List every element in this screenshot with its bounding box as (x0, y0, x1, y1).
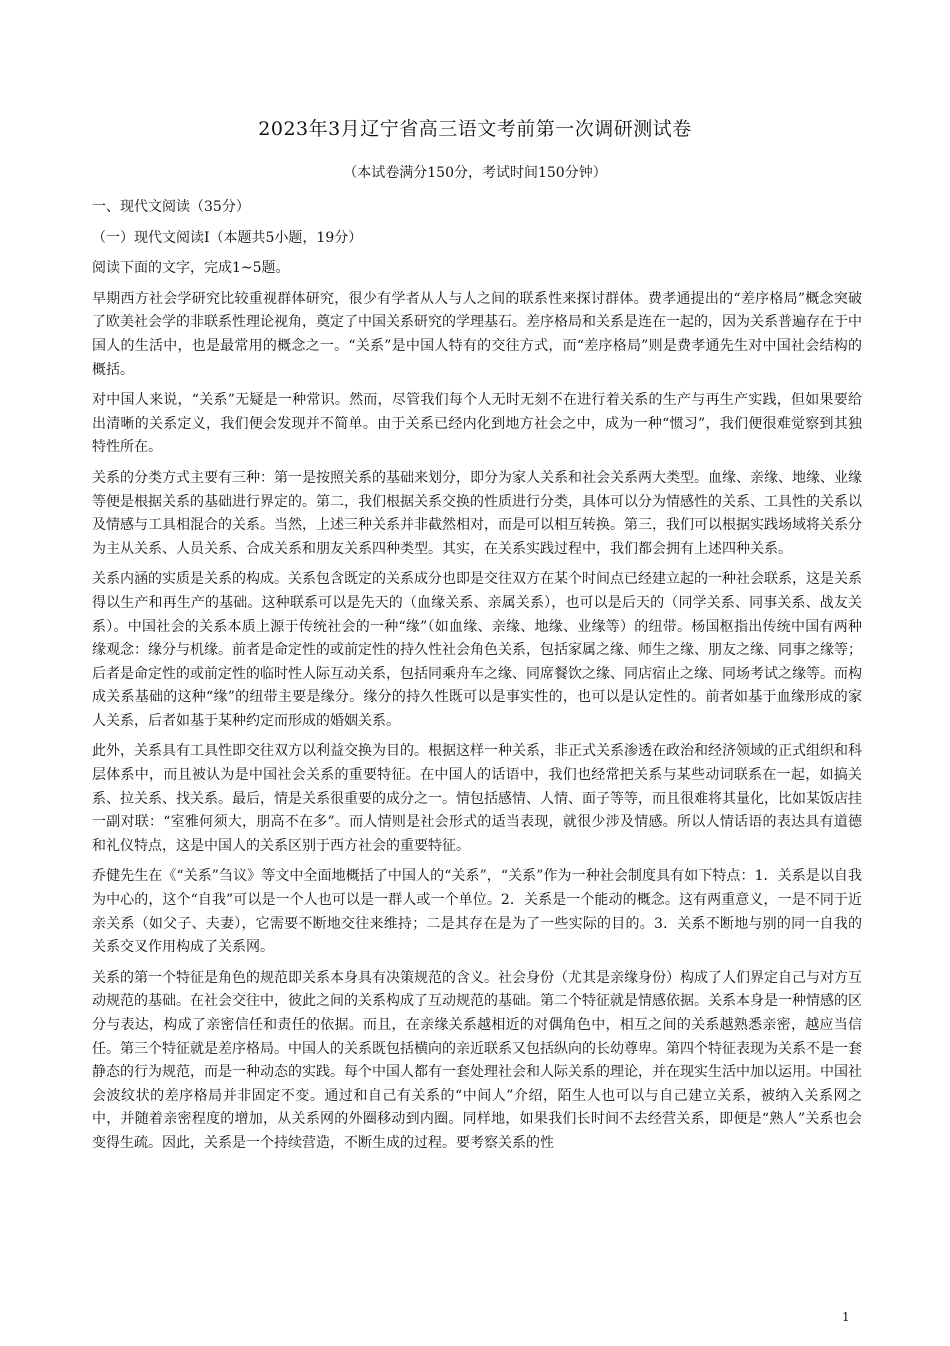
paragraph: 对中国人来说，“关系”无疑是一种常识。然而，尽管我们每个人无时无刻不在进行着关系的生产与再生产实践，但如果要给出清晰的关系定义，我们便会发现并不简单。由于关系已经内化到地方社会之中，成为一种“惯习”，我们便很难觉察到其独特性所在。 (92, 392, 862, 456)
exam-title: 2023年3月辽宁省高三语文考前第一次调研测试卷 (258, 118, 692, 140)
exam-subtitle: （本试卷满分150分，考试时间150分钟） (343, 165, 607, 181)
paragraph: 早期西方社会学研究比较重视群体研究，很少有学者从人与人之间的联系性来探讨群体。费孝通提出的“差序格局”概念突破了欧美社会学的非联系性理论视角，奠定了中国关系研究的学理基石。差序格局和关系是连在一起的，因为关系普遍存在于中国人的生活中，也是最常用的概念之一。“关系”是中国人特有的交往方式，而“差序格局”则是费孝通先生对中国社会结构的概括。 (92, 290, 862, 378)
paragraph: 关系的分类方式主要有三种：第一是按照关系的基础来划分，即分为家人关系和社会关系两大类型。血缘、亲缘、地缘、业缘等便是根据关系的基础进行界定的。第二，我们根据关系交换的性质进行分类，具体可以分为情感性的关系、工具性的关系以及情感与工具相混合的关系。当然，上述三种关系并非截然相对，而是可以相互转换。第三，我们可以根据实践场域将关系分为主从关系、人员关系、合成关系和朋友关系四种类型。其实，在关系实践过程中，我们都会拥有上述四种关系。 (92, 469, 862, 557)
document-body (92, 196, 862, 1163)
paragraph: 此外，关系具有工具性即交往双方以利益交换为目的。根据这样一种关系，非正式关系渗透在政治和经济领域的正式组织和科层体系中，而且被认为是中国社会关系的重要特征。在中国人的话语中，我们也经常把关系与某些动词联系在一起，如搞关系、拉关系、找关系。最后，情是关系很重要的成分之一。情包括感情、人情、面子等等，而且很难将其量化，比如某饭店挂一副对联：“室雅何须大，朋高不在多”。而人情则是社会形式的适当表现，就很少涉及情感。所以人情话语的表达具有道德和礼仪特点，这是中国人的关系区别于西方社会的重要特征。 (92, 743, 862, 854)
paragraph: 乔健先生在《“关系”刍议》等文中全面地概括了中国人的“关系”，“关系”作为一种社会制度具有如下特点：1．关系是以自我为中心的，这个“自我”可以是一个人也可以是一群人或一个单位。2．关系是一个能动的概念。这有两重意义，一是不同于近亲关系（如父子、夫妻），它需要不断地交往来维持；二是其存在是为了一些实际的目的。3．关系不断地与别的同一自我的关系交叉作用构成了关系网。 (92, 868, 862, 956)
reading-instruction: 阅读下面的文字，完成1~5题。 (92, 260, 290, 277)
subsection-heading: （一）现代文阅读Ⅰ（本题共5小题，19分） (92, 229, 363, 246)
page-number: 1 (842, 1310, 850, 1324)
paragraph: 关系内涵的实质是关系的构成。关系包含既定的关系成分也即是交往双方在某个时间点已经建立起的一种社会联系，这是关系得以生产和再生产的基础。这种联系可以是先天的（血缘关系、亲属关系），也可以是后天的（同学关系、同事关系、战友关系）。中国社会的关系本质上源于传统社会的一种“缘”（如血缘、亲缘、地缘、业缘等）的纽带。杨国枢指出传统中国有两种缘观念：缘分与机缘。前者是命定性的或前定性的持久性社会角色关系，包括家属之缘、师生之缘、朋友之缘、同事之缘等；后者是命定性的或前定性的临时性人际互动关系，包括同乘舟车之缘、同席餐饮之缘、同店宿止之缘、同场考试之缘等。而构成关系基础的这种“缘”的纽带主要是缘分。缘分的持久性既可以是事实性的，也可以是认定性的。前者如基于血缘形成的家人关系，后者如基于某种约定而形成的婚姻关系。 (92, 571, 862, 729)
section-heading: 一、现代文阅读（35分） (92, 199, 250, 215)
paragraph: 关系的第一个特征是角色的规范即关系本身具有决策规范的含义。社会身份（尤其是亲缘身份）构成了人们界定自己与对方互动规范的基础。在社会交往中，彼此之间的关系构成了互动规范的基础。第二个特征就是情感依据。关系本身是一种情感的区分与表达，构成了亲密信任和责任的依据。而且，在亲缘关系越相近的对偶角色中，相互之间的关系越熟悉亲密，越应当信任。第三个特征就是差序格局。中国人的关系既包括横向的亲近联系又包括纵向的长幼尊卑。第四个特征表现为关系不是一套静态的行为规范，而是一种动态的实践。每个中国人都有一套处理社会和人际关系的理论，并在现实生活中加以运用。中国社会波纹状的差序格局并非固定不变。通过和自己有关系的“中间人”介绍，陌生人也可以与自己建立关系，被纳入关系网之中，并随着亲密程度的增加，从关系网的外圈移动到内圈。同样地，如果我们长时间不去经营关系，即便是“熟人”关系也会变得生疏。因此，关系是一个持续营造，不断生成的过程。要考察关系的性 (92, 969, 862, 1151)
